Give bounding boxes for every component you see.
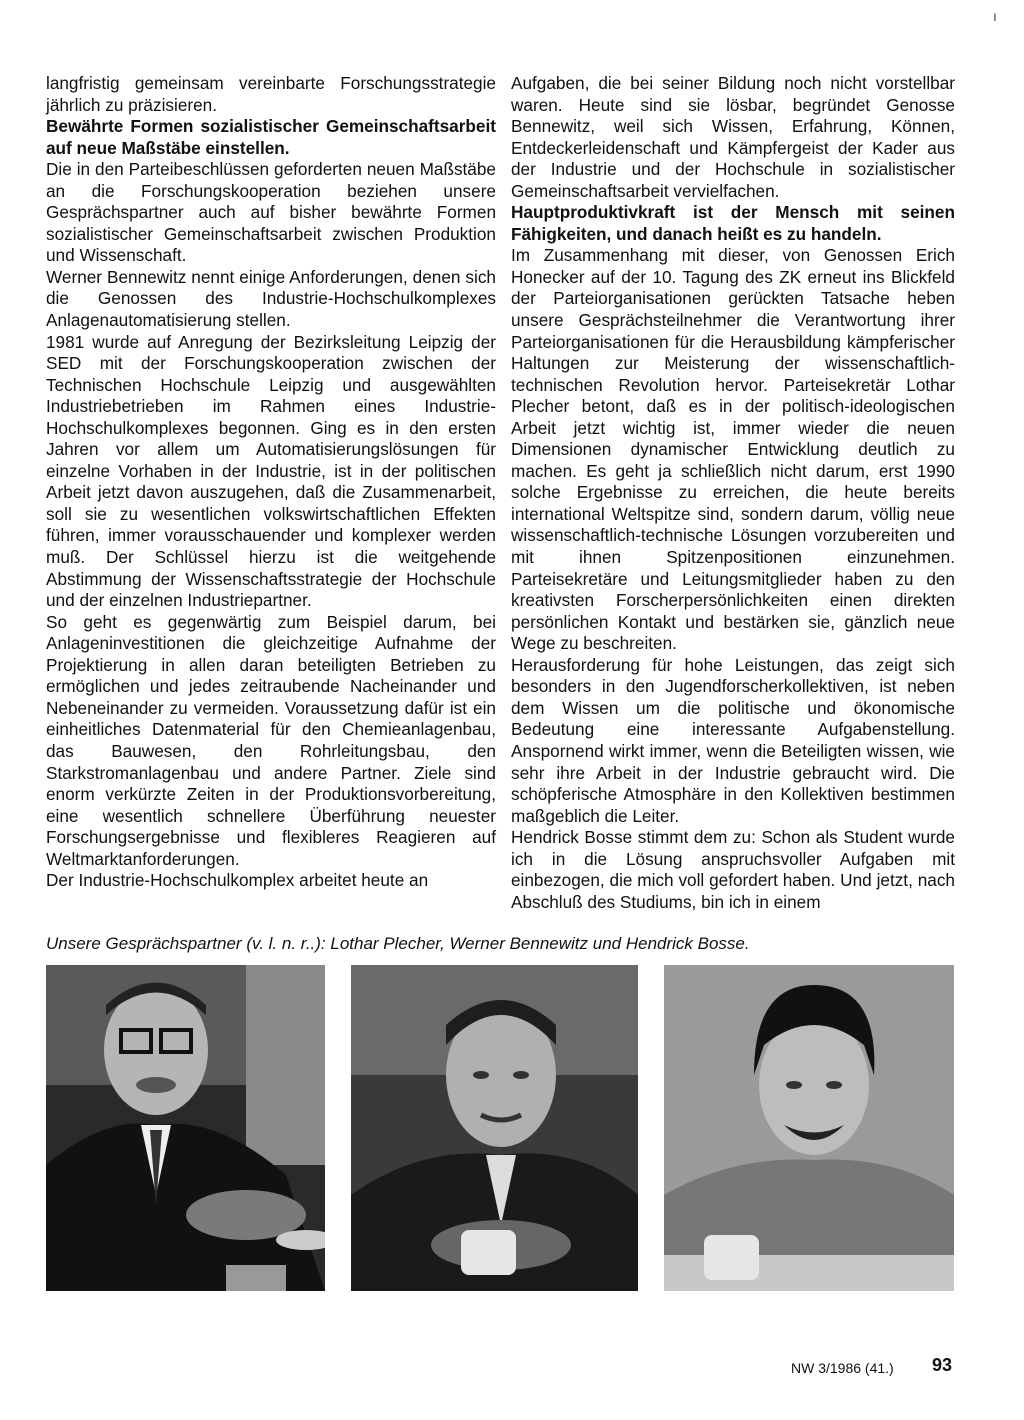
paragraph: Im Zusammenhang mit dieser, von Genossen Erich Honecker auf der 10. Tagung des ZK erneut ins Blickfeld der Parteiorganisationen gerückten Tatsache heben unsere Gesprächsteilnehmer die Verantwortung ihrer Parteiorganisationen für die Herausbildung kämpferischer Haltungen zur Meisterung der wissenschaftlich-technischen Revolution hervor. Parteisekretär Lothar Plecher betont, daß es in der politisch-ideologischen Arbeit jetzt wichtig ist, immer wieder die neuen Dimensionen dynamischer Entwicklung deutlich zu machen. Es geht ja schließlich nicht darum, erst 1990 solche Ergebnisse zu erreichen, die heute bereits international Weltspitze sind, sondern darum, völlig neue wissenschaftlich-technische Lösungen vorzubereiten und mit ihnen Spitzenpositionen einzunehmen. Parteisekretäre und Leitungsmitglieder haben zu den kreativsten Forscherpersönlichkeiten einen direkten persönlichen Kontakt und bestärken sie, gänzlich neue Wege zu beschreiten. xyxy=(511,245,955,654)
paragraph: Aufgaben, die bei seiner Bildung noch nicht vorstellbar waren. Heute sind sie lösbar, begründet Genosse Bennewitz, weil sich Wissen, Erfahrung, Können, Entdeckerleidenschaft und Kämpfergeist der Kader aus der Industrie und der Hochschule in sozialistischer Gemeinschaftsarbeit vervielfachen. xyxy=(511,73,955,201)
photo-portrait-1 xyxy=(46,965,325,1291)
paragraph: Die in den Parteibeschlüssen geforderten neuen Maßstäbe an die Forschungskooperation beziehen unsere Gesprächspartner auch auf bisher bewährte Formen sozialistischer Gemeinschaftsarbeit zwischen Produktion und Wissenschaft. xyxy=(46,159,496,266)
issue-reference: NW 3/1986 (41.) xyxy=(791,1360,894,1376)
photo-portrait-3 xyxy=(664,965,954,1291)
photo-portrait-2 xyxy=(351,965,638,1291)
paragraph: langfristig gemeinsam vereinbarte Forschungsstrategie jährlich zu präzisieren. xyxy=(46,73,496,115)
paragraph: Hendrick Bosse stimmt dem zu: Schon als Student wurde ich in die Lösung anspruchsvoller Aufgaben mit einbezogen, die mich voll gefordert haben. Und jetzt, nach Abschluß des Studiums, bin ich in einem xyxy=(511,827,955,912)
left-column xyxy=(46,73,496,892)
paragraph: Werner Bennewitz nennt einige Anforderungen, denen sich die Genossen des Industrie-Hochschulkomplexes Anlagenautomatisierung stellen. xyxy=(46,266,496,331)
paragraph: 1981 wurde auf Anregung der Bezirksleitung Leipzig der SED mit der Forschungskooperation zwischen der Technischen Hochschule Leipzig und ausgewählten Industriebetrieben im Rahmen eines Industrie-Hochschulkomplexes begonnen. Ging es in den ersten Jahren vor allem um Automatisierungslösungen für einzelne Vorhaben in der Industrie, ist in der politischen Arbeit jetzt davon auszugehen, daß die Zusammenarbeit, soll sie zu wesentlichen volkswirtschaftlichen Effekten führen, immer vorausschauender und komplexer werden muß. Der Schlüssel hierzu ist die weitgehende Abstimmung der Wissenschaftsstrategie der Hochschule und der einzelnen Industriepartner. xyxy=(46,331,496,611)
section-heading: Bewährte Formen sozialistischer Gemeinschaftsarbeit auf neue Maßstäbe einstellen. xyxy=(46,116,496,158)
paragraph: So geht es gegenwärtig zum Beispiel darum, bei Anlageninvestitionen die gleichzeitige Aufnahme der Projektierung in allen daran beteiligten Betrieben zu ermöglichen und jedes zeitraubende Nacheinander und Nebeneinander zu vermeiden. Voraussetzung dafür ist ein einheitliches Datenmaterial für den Chemieanlagenbau, das Bauwesen, den Rohrleitungsbau, den Starkstromanlagenbau und andere Partner. Ziele sind enorm verkürzte Zeiten in der Produktionsvorbereitung, eine wesentlich schnellere Überführung neuester Forschungsergebnisse und flexibleres Reagieren auf Weltmarktanforderungen. xyxy=(46,611,496,869)
right-column xyxy=(511,73,955,913)
paragraph: Der Industrie-Hochschulkomplex arbeitet heute an xyxy=(46,870,429,891)
page-number: 93 xyxy=(932,1355,953,1375)
photo-caption: Unsere Gesprächspartner (v. l. n. r..): Lothar Plecher, Werner Bennewitz und Hendrick Bosse. xyxy=(46,934,750,953)
paragraph: Herausforderung für hohe Leistungen, das zeigt sich besonders in den Jugendforscherkollektiven, ist neben dem Wissen um die politische und ökonomische Bedeutung eine interessante Aufgabenstellung. Anspornend wirkt immer, wenn die Beteiligten wissen, wie sehr ihre Arbeit in der Industrie gebraucht wird. Die schöpferische Atmosphäre in den Kollektiven bestimmen maßgeblich die Leiter. xyxy=(511,654,955,826)
corner-mark: ı xyxy=(993,8,997,24)
section-heading: Hauptproduktivkraft ist der Mensch mit seinen Fähigkeiten, und danach heißt es zu handeln. xyxy=(511,202,955,244)
